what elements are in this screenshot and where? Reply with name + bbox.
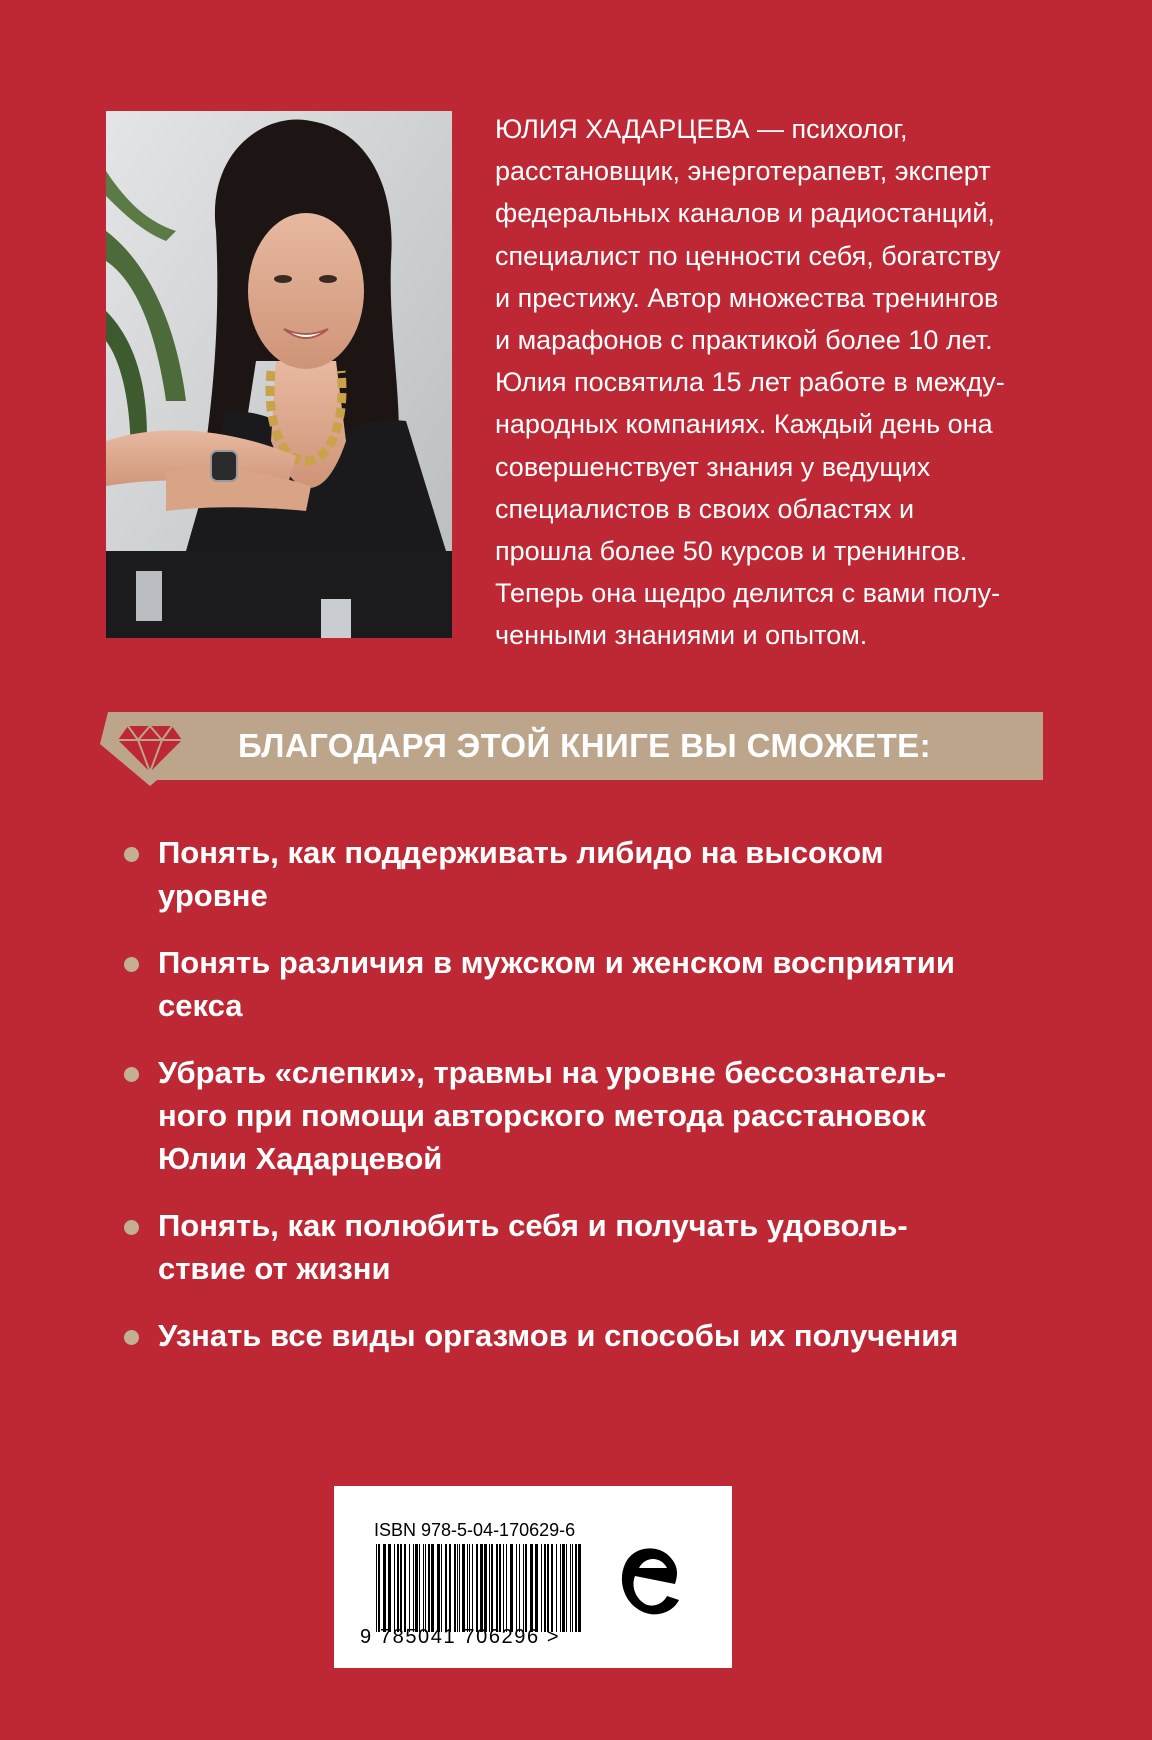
barcode-bar: [419, 1544, 420, 1632]
bullet-dot: [124, 847, 139, 862]
barcode-bar: [484, 1544, 487, 1632]
benefit-text: [158, 1314, 1044, 1357]
barcode-bar: [459, 1544, 460, 1632]
benefit-text: [158, 1204, 1044, 1290]
benefits-list: [124, 831, 1044, 1381]
list-item: [124, 831, 1044, 917]
barcode-bar: [535, 1544, 538, 1632]
bio-line: совершенствует знания у ведущих: [495, 451, 931, 482]
barcode-bar: [506, 1544, 507, 1632]
barcode-bar: [560, 1544, 561, 1632]
author-photo-image: [106, 111, 452, 638]
barcode-bar: [525, 1544, 527, 1632]
barcode-bar: [413, 1544, 414, 1632]
barcode-bar: [489, 1544, 490, 1632]
author-bio: [495, 108, 1065, 657]
bio-line: прошла более 50 курсов и тренингов.: [495, 536, 968, 567]
barcode-bar: [469, 1544, 470, 1632]
barcode-bar: [462, 1544, 465, 1632]
bio-line: ченными знаниями и опытом.: [495, 620, 868, 651]
bullet-dot: [124, 957, 139, 972]
barcode-bar: [388, 1544, 391, 1632]
barcode-bar: [491, 1544, 493, 1632]
bio-line: специалист по ценности себя, богатству: [495, 240, 1001, 271]
benefit-line: Понять, как полюбить себя и получать удоволь-: [158, 1208, 908, 1243]
barcode-bar: [503, 1544, 504, 1632]
barcode-bar: [578, 1544, 581, 1632]
bullet-dot: [124, 1220, 139, 1235]
benefits-banner: [100, 712, 1043, 780]
barcode-bar: [547, 1544, 549, 1632]
barcode-bar: [556, 1544, 557, 1632]
diamond-icon: [100, 708, 200, 786]
barcode-bar: [383, 1544, 386, 1632]
bio-line: народных компаниях. Каждый день она: [495, 409, 993, 440]
benefit-line: Узнать все виды оргазмов и способы их получения: [158, 1318, 959, 1353]
benefit-line: секса: [158, 988, 243, 1023]
barcode-bar: [519, 1544, 520, 1632]
barcode-bar: [476, 1544, 478, 1632]
barcode-bar: [449, 1544, 451, 1632]
barcode-bar: [428, 1544, 430, 1632]
list-item: [124, 1051, 1044, 1180]
barcode-bar: [496, 1544, 498, 1632]
bio-line: и престижу. Автор множества тренингов: [495, 282, 999, 313]
barcode-bar: [499, 1544, 501, 1632]
barcode-bar: [431, 1544, 434, 1632]
bullet-dot: [124, 1067, 139, 1082]
benefit-text: [158, 831, 1044, 917]
barcode-bar: [437, 1544, 440, 1632]
benefit-line: Убрать «слепки», травмы на уровне бессознатель-: [158, 1055, 947, 1090]
bio-line: расстановщик, энерготерапевт, эксперт: [495, 156, 991, 187]
barcode-bar: [575, 1544, 577, 1632]
isbn-digits: 9 785041 706296 >: [360, 1626, 561, 1648]
barcode-bar: [541, 1544, 542, 1632]
barcode-bar: [510, 1544, 513, 1632]
barcode-bar: [566, 1544, 567, 1632]
barcode-bar: [425, 1544, 426, 1632]
list-item: [124, 941, 1044, 1027]
banner-title: БЛАГОДАРЯ ЭТОЙ КНИГЕ ВЫ СМОЖЕТЕ:: [238, 727, 931, 764]
barcode-bar: [570, 1544, 571, 1632]
barcode-bar: [562, 1544, 565, 1632]
isbn-label: ISBN 978-5-04-170629-6: [374, 1520, 576, 1540]
benefit-text: [158, 1051, 1044, 1180]
benefit-line: Понять, как поддерживать либидо на высоком: [158, 835, 884, 870]
eksmo-logo-icon: [617, 1542, 687, 1622]
barcode-bar: [445, 1544, 447, 1632]
barcode-bar: [441, 1544, 442, 1632]
barcode-bar: [400, 1544, 402, 1632]
barcode-bar: [472, 1544, 473, 1632]
barcode-bar: [544, 1544, 546, 1632]
barcode-bar: [394, 1544, 395, 1632]
bio-line: и марафонов с практикой более 10 лет.: [495, 325, 993, 356]
barcode-bar: [467, 1544, 468, 1632]
bio-line: Теперь она щедро делится с вами полу-: [495, 578, 1001, 609]
barcode-bar: [415, 1544, 418, 1632]
barcode-bar: [516, 1544, 517, 1632]
bio-line: специалистов в своих областях и: [495, 493, 915, 524]
benefit-line: ного при помощи авторского метода расстановок: [158, 1098, 926, 1133]
bullet-dot: [124, 1330, 139, 1345]
bio-line: Юлия посвятила 15 лет работе в между-: [495, 367, 1005, 398]
bio-line: ЮЛИЯ ХАДАРЦЕВА — психолог,: [495, 114, 908, 144]
list-item: [124, 1204, 1044, 1290]
barcode-bar: [404, 1544, 406, 1632]
author-photo: [106, 111, 452, 638]
benefit-line: ствие от жизни: [158, 1251, 391, 1286]
barcode-bar: [572, 1544, 573, 1632]
barcode-bar: [378, 1544, 380, 1632]
benefit-line: Юлии Хадарцевой: [158, 1141, 443, 1176]
barcode-icon: [374, 1544, 582, 1632]
barcode-bar: [551, 1544, 553, 1632]
barcode-bar: [376, 1544, 377, 1632]
barcode-bar: [457, 1544, 458, 1632]
benefit-line: Понять различия в мужском и женском восприятии: [158, 945, 955, 980]
benefit-text: [158, 941, 1044, 1027]
bio-line: федеральных каналов и радиостанций,: [495, 198, 995, 229]
barcode-bar: [523, 1544, 524, 1632]
barcode-bar: [530, 1544, 533, 1632]
isbn-box: [334, 1486, 732, 1668]
benefit-line: уровне: [158, 878, 268, 913]
barcode-bar: [423, 1544, 424, 1632]
barcode-bar: [409, 1544, 410, 1632]
list-item: [124, 1314, 1044, 1357]
barcode-bar: [480, 1544, 483, 1632]
barcode-bar: [454, 1544, 456, 1632]
barcode-bar: [397, 1544, 399, 1632]
